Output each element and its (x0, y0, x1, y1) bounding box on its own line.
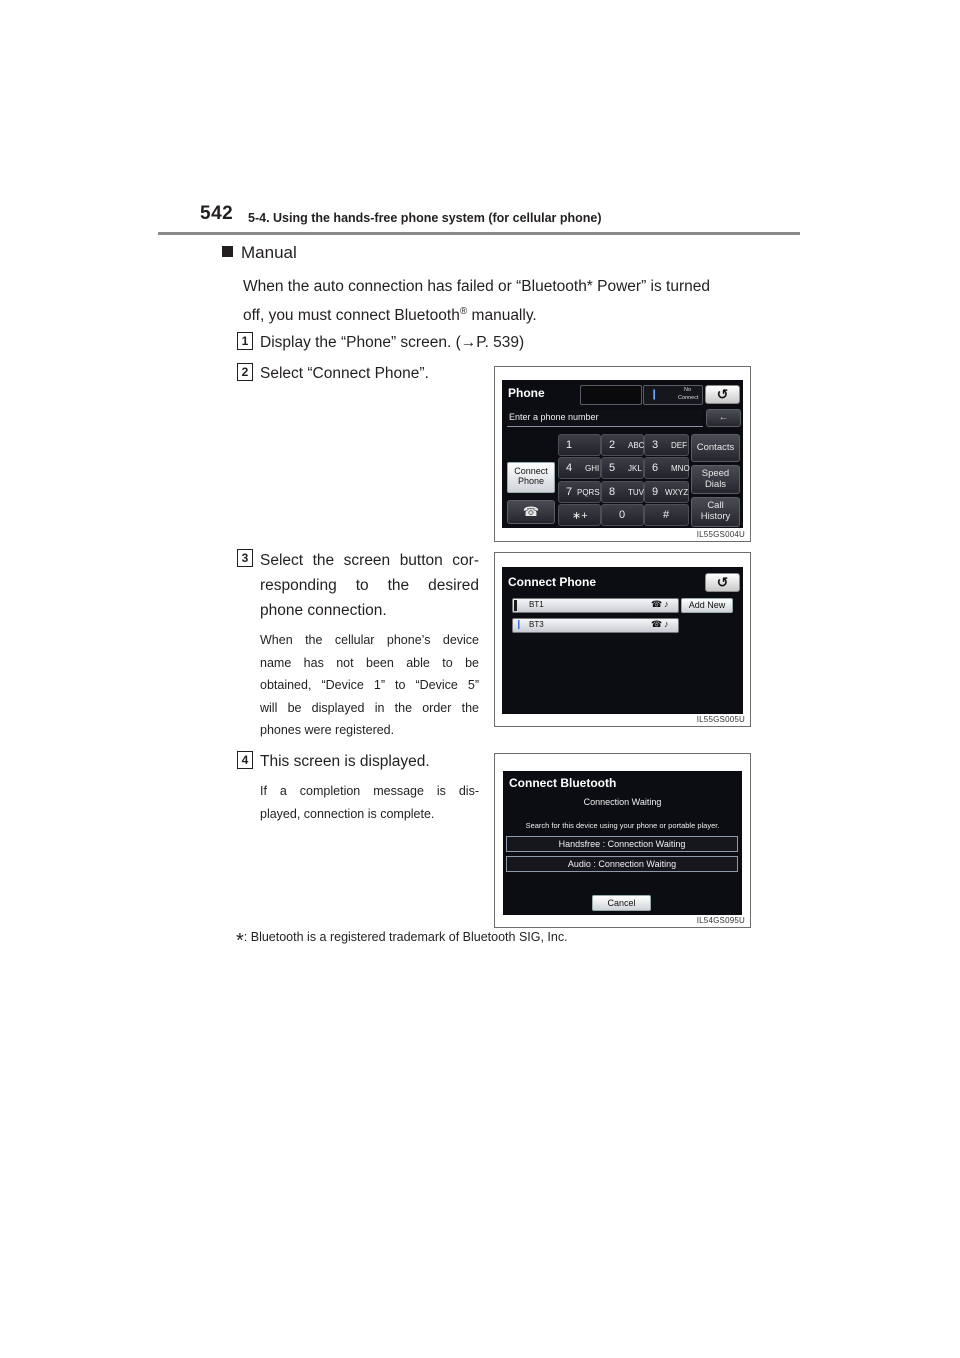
key-2-num: 2 (609, 439, 616, 451)
cancel-button[interactable] (592, 895, 651, 911)
back-button[interactable] (705, 385, 740, 404)
add-new-button[interactable] (681, 598, 733, 613)
footnote (236, 930, 568, 953)
manual-heading (222, 243, 297, 263)
audio-profile-icon: ♪ (664, 599, 669, 609)
key-3[interactable] (644, 434, 689, 456)
step-1-text: Display the “Phone” screen. (→P. 539) (260, 334, 525, 351)
backspace-button[interactable] (706, 409, 741, 427)
back-arrow-icon: ↺ (716, 386, 729, 402)
step-number-1: 1 (237, 332, 253, 350)
key-1-num: 1 (566, 439, 573, 451)
connect-bluetooth-shot (494, 753, 751, 928)
key-5-letters: JKL (628, 464, 642, 473)
step-2-text: Select “Connect Phone”. (260, 365, 429, 382)
connect-phone-shot (494, 552, 751, 727)
key-5-num: 5 (609, 462, 616, 474)
key-3-num: 3 (652, 439, 659, 451)
key-star[interactable] (558, 504, 601, 526)
intro-line-1: When the auto connection has failed or “Bluetooth* Power” is turned (243, 278, 710, 295)
phone-number-placeholder: Enter a phone number (509, 412, 599, 422)
phone-number-input[interactable] (507, 410, 703, 427)
contacts-button[interactable] (691, 434, 740, 462)
intro-text: off, you must connect Bluetooth (243, 307, 460, 325)
key-8[interactable] (601, 481, 644, 503)
key-7-num: 7 (566, 486, 573, 498)
speed-dials-label-2: Dials (704, 479, 727, 490)
key-6-letters: MNO (671, 464, 690, 473)
audio-status-text: Audio : Connection Waiting (567, 859, 677, 869)
step-4-text: This screen is displayed. (260, 753, 430, 770)
section-title: 5-4. Using the hands-free phone system (for cellular phone) (248, 211, 602, 225)
key-1[interactable] (558, 434, 601, 456)
header-rule (158, 232, 800, 235)
square-bullet-icon (222, 246, 233, 257)
audio-profile-icon-2: ♪ (664, 619, 669, 629)
call-button[interactable] (507, 500, 555, 524)
step-3-line-2: responding to the desired (260, 577, 479, 594)
key-9[interactable] (644, 481, 689, 503)
connect-phone-shot-code: IL55GS005U (696, 715, 745, 724)
key-5[interactable] (601, 457, 644, 479)
key-0-num: 0 (619, 509, 626, 521)
intro-line-2 (243, 299, 537, 328)
connection-status-text: Connection Waiting (583, 797, 662, 807)
backspace-icon: ← (718, 412, 729, 423)
key-hash[interactable] (644, 504, 689, 526)
connect-bluetooth-title: Connect Bluetooth (509, 776, 617, 790)
step-3-note-1: When the cellular phone’s device (260, 633, 479, 647)
connect-phone-label-2: Phone (517, 476, 545, 486)
bluetooth-connected-icon: ❙ (515, 619, 523, 629)
phone-profile-icon: ☎ (651, 599, 663, 609)
connect-phone-label-1: Connect (514, 466, 548, 476)
key-9-num: 9 (652, 486, 659, 498)
handsfree-status (506, 836, 738, 852)
phone-screen (502, 380, 743, 528)
bluetooth-icon: ❙ (650, 389, 659, 400)
key-4[interactable] (558, 457, 601, 479)
registered-mark: ® (459, 306, 468, 317)
call-history-label-1: Call (707, 500, 724, 511)
intro-text-end: manually. (467, 307, 537, 325)
key-7-letters: PQRS (577, 488, 600, 497)
phone-shot-code: IL55GS004U (696, 530, 745, 539)
device-name-bt1: BT1 (529, 600, 544, 609)
back-arrow-icon-2: ↺ (716, 574, 729, 590)
key-4-letters: GHI (585, 464, 600, 473)
status-connect: Connect (678, 395, 699, 401)
device-row-bt1[interactable] (512, 598, 679, 613)
key-3-letters: DEF (671, 441, 687, 450)
phone-screen-title: Phone (508, 386, 545, 400)
device-name-bt3: BT3 (529, 620, 544, 629)
manual-heading-text: Manual (241, 243, 297, 262)
step-3-line-1: Select the screen button cor- (260, 552, 479, 569)
connect-phone-screen (502, 567, 743, 714)
key-2-letters: ABC (628, 441, 645, 450)
key-9-letters: WXYZ (665, 488, 689, 497)
instruction-text: Search for this device using your phone or portable player. (525, 821, 720, 830)
key-4-num: 4 (566, 462, 573, 474)
call-history-button[interactable] (691, 497, 740, 527)
footnote-text: : Bluetooth is a registered trademark of Bluetooth SIG, Inc. (243, 930, 568, 944)
speed-dials-label-1: Speed (701, 468, 730, 479)
status-no: No (684, 387, 692, 393)
step-3-note-4: will be displayed in the order the (260, 701, 479, 715)
page-number: 542 (200, 203, 234, 224)
device-row-bt3[interactable] (512, 618, 679, 633)
key-star-num: ∗+ (572, 510, 588, 522)
key-8-num: 8 (609, 486, 616, 498)
handset-icon: ☎ (522, 504, 540, 519)
back-button-2[interactable] (705, 573, 740, 592)
step-3-note-2: name has not been able to be (260, 656, 479, 670)
connect-bluetooth-screen (503, 771, 742, 915)
key-6-num: 6 (652, 462, 659, 474)
connect-phone-button[interactable] (507, 462, 555, 493)
key-6[interactable] (644, 457, 689, 479)
step-4-note-2: played, connection is complete. (260, 807, 435, 821)
key-7[interactable] (558, 481, 601, 503)
step-3-note-5: phones were registered. (260, 723, 395, 737)
key-hash-num: # (663, 509, 670, 521)
speed-dials-button[interactable] (691, 465, 740, 494)
footnote-star: * (236, 930, 244, 952)
add-new-label: Add New (688, 600, 726, 610)
audio-status (506, 856, 738, 872)
step-number-2: 2 (237, 363, 253, 381)
key-2[interactable] (601, 434, 644, 456)
cancel-label: Cancel (607, 898, 636, 908)
connect-bluetooth-shot-code: IL54GS095U (696, 916, 745, 925)
contacts-label: Contacts (696, 442, 735, 453)
device-indicator (514, 600, 517, 611)
key-0[interactable] (601, 504, 644, 526)
phone-screen-shot (494, 366, 751, 542)
step-4-note-1: If a completion message is dis- (260, 784, 479, 798)
call-history-label-2: History (700, 511, 731, 522)
key-8-letters: TUV (628, 488, 644, 497)
connection-status (643, 385, 703, 405)
connect-phone-title: Connect Phone (508, 575, 597, 589)
step-number-3: 3 (237, 549, 253, 567)
handsfree-status-text: Handsfree : Connection Waiting (558, 839, 686, 849)
step-number-4: 4 (237, 751, 253, 769)
status-box (580, 385, 642, 405)
phone-profile-icon-2: ☎ (651, 619, 663, 629)
step-3-line-3: phone connection. (260, 602, 387, 619)
step-3-note-3: obtained, “Device 1” to “Device 5” (260, 678, 479, 692)
